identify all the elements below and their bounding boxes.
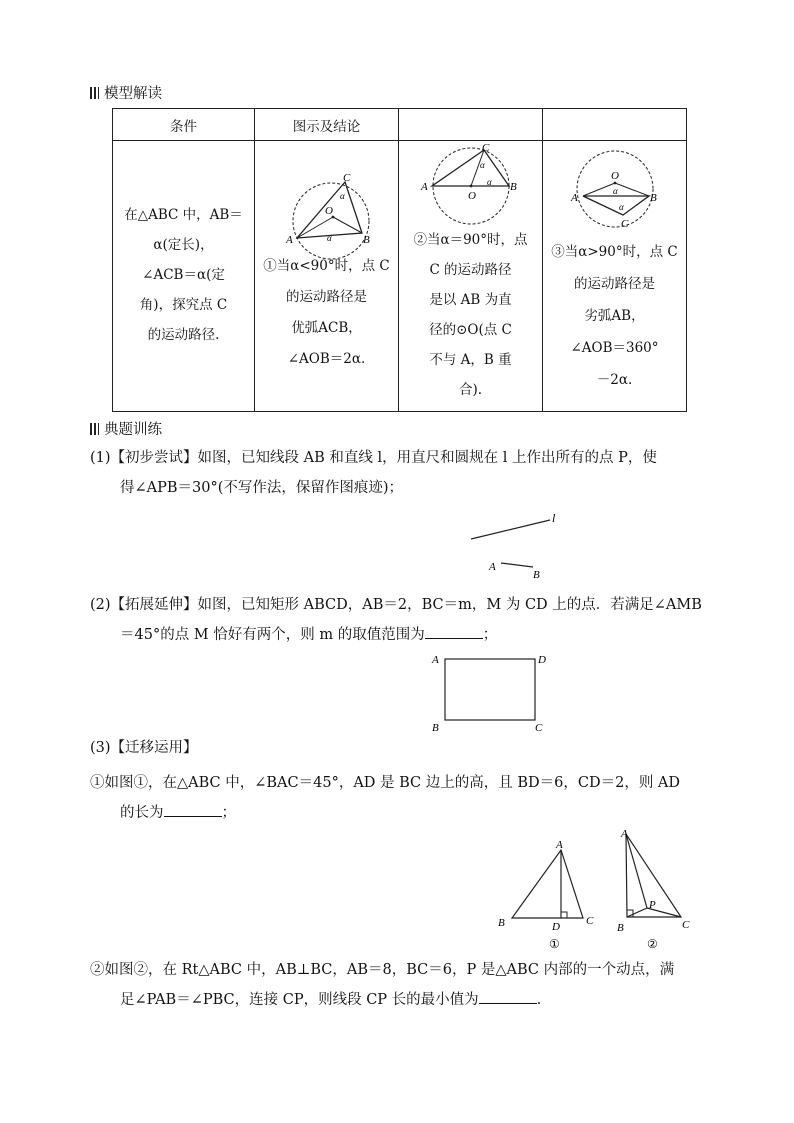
case1-line: 优弧ACB， — [291, 320, 362, 336]
case3-cell — [543, 141, 687, 412]
answer-blank[interactable] — [479, 989, 537, 1004]
case1-label-A: A — [286, 234, 293, 246]
question-3-part2-line: 足∠PAB＝∠PBC，连接 CP，则线段 CP 长的最小值为 . — [90, 985, 674, 1015]
condition-line: ∠ACB＝α(定 — [142, 267, 225, 283]
case1-line: ∠AOB＝2α. — [287, 351, 366, 367]
case2-line: 不与 A，B 重 — [429, 352, 512, 368]
case3-label-C: C — [621, 218, 629, 230]
question-3-part1 — [90, 768, 680, 828]
case3-line: ∠AOB＝360° — [570, 340, 659, 356]
q2-label-B: B — [432, 722, 439, 734]
case2-line: 合). — [458, 382, 483, 398]
case2-line: C 的运动路径 — [429, 262, 512, 278]
header-condition: 条件 — [113, 109, 255, 141]
case2-label-O: O — [468, 190, 476, 202]
case3-line: ③当α>90°时，点 C — [551, 244, 678, 260]
case2-diagram — [399, 141, 543, 221]
question-1-line: 得∠APB＝30°(不写作法，保留作图痕迹)； — [120, 480, 404, 496]
case1-cell — [255, 141, 399, 412]
q3-fig1-label-D: D — [552, 921, 560, 933]
case1-label-alpha-base: α — [327, 233, 332, 243]
case2-cell — [399, 141, 543, 412]
case2-label-B: B — [510, 181, 517, 193]
q1-label-B: B — [533, 569, 540, 581]
q3-fig2-caption: ② — [647, 937, 658, 951]
question-3-part2 — [90, 955, 674, 1015]
q2-label-C: C — [535, 722, 543, 734]
q3-fig2-label-P: P — [649, 899, 656, 911]
case3-diagram — [543, 141, 687, 230]
case2-line: 是以 AB 为直 — [429, 292, 512, 308]
case2-label-alpha-base: α — [487, 177, 492, 187]
case2-label-A: A — [421, 181, 428, 193]
case1-label-C: C — [343, 172, 351, 184]
question-1 — [90, 443, 657, 503]
case1-line: 的运动路径是 — [286, 289, 367, 305]
q3-fig1-label-B: B — [498, 917, 505, 929]
case2-label-alpha-top: α — [480, 160, 485, 170]
case1-label-O: O — [325, 205, 333, 217]
q3-fig1-caption: ① — [549, 937, 560, 951]
q1-label-l: l — [552, 511, 556, 525]
q1-label-A: A — [489, 561, 496, 573]
question-3-part1-line: ①如图①，在△ABC 中，∠BAC＝45°，AD 是 BC 边上的高，且 BD＝6，CD＝2，则 AD — [90, 775, 681, 791]
case3-line: 劣弧AB， — [584, 308, 645, 324]
q1-figure — [460, 508, 580, 580]
model-table — [112, 108, 687, 412]
q3-fig2-label-B: B — [617, 922, 624, 934]
question-2 — [90, 590, 702, 650]
case3-label-B: B — [650, 192, 657, 204]
condition-line: 角)，探究点 C — [139, 297, 228, 313]
q3-fig1-label-A: A — [556, 839, 563, 851]
case1-label-B: B — [363, 234, 370, 246]
q2-figure — [425, 650, 555, 735]
q3-fig2-label-A: A — [621, 828, 628, 840]
q2-label-A: A — [432, 654, 439, 666]
case1-diagram — [255, 141, 399, 251]
case3-line: 的运动路径是 — [574, 276, 655, 292]
section-bars-icon — [90, 423, 99, 435]
case3-label-O: O — [611, 170, 619, 182]
condition-line: 的运动路径. — [147, 327, 220, 343]
q3-figure-2 — [614, 826, 704, 951]
q3-figure-1 — [494, 828, 604, 958]
case1-label-alpha-top: α — [340, 191, 345, 201]
question-2-line: (2)【拓展延伸】如图，已知矩形 ABCD，AB＝2，BC＝m，M 为 CD 上的点．若满足∠AMB — [90, 597, 702, 613]
case3-line: －2α. — [596, 372, 633, 388]
case2-line: 径的⊙O(点 C — [429, 322, 512, 338]
answer-blank[interactable] — [425, 624, 483, 639]
case1-line: ①当α<90°时，点 C — [263, 258, 390, 274]
section-title-model: 模型解读 — [90, 82, 162, 103]
condition-line: α(定长)， — [153, 237, 214, 253]
q3-fig2-label-C: C — [682, 919, 690, 931]
section-bars-icon — [90, 87, 99, 99]
answer-blank[interactable] — [164, 802, 222, 817]
case3-label-alpha-bottom: α — [619, 202, 624, 212]
question-3-part1-line: 的长为 ； — [90, 798, 680, 828]
question-1-line: (1)【初步尝试】如图，已知线段 AB 和直线 l，用直尺和圆规在 l 上作出所有的点 P，使 — [90, 450, 657, 466]
case2-label-C: C — [482, 142, 490, 154]
question-2-line: ＝45°的点 M 恰好有两个，则 m 的取值范围为 ； — [90, 620, 702, 650]
q3-fig1-label-C: C — [586, 915, 594, 927]
header-empty-3 — [399, 109, 543, 141]
condition-line: 在△ABC 中，AB＝ — [124, 207, 243, 223]
question-3-part2-line: ②如图②，在 Rt△ABC 中，AB⊥BC，AB＝8，BC＝6，P 是△ABC 内部的一个动点，满 — [90, 962, 675, 978]
case3-label-A: A — [571, 192, 578, 204]
question-3-title: (3)【迁移运用】 — [90, 740, 198, 756]
case3-label-alpha-top: α — [613, 186, 618, 196]
header-empty-4 — [543, 109, 687, 141]
q2-label-D: D — [538, 654, 546, 666]
header-diagram: 图示及结论 — [255, 109, 399, 141]
case2-line: ②当α＝90°时，点 — [413, 232, 528, 248]
condition-cell — [113, 141, 255, 412]
section-title-practice: 典题训练 — [90, 418, 162, 439]
